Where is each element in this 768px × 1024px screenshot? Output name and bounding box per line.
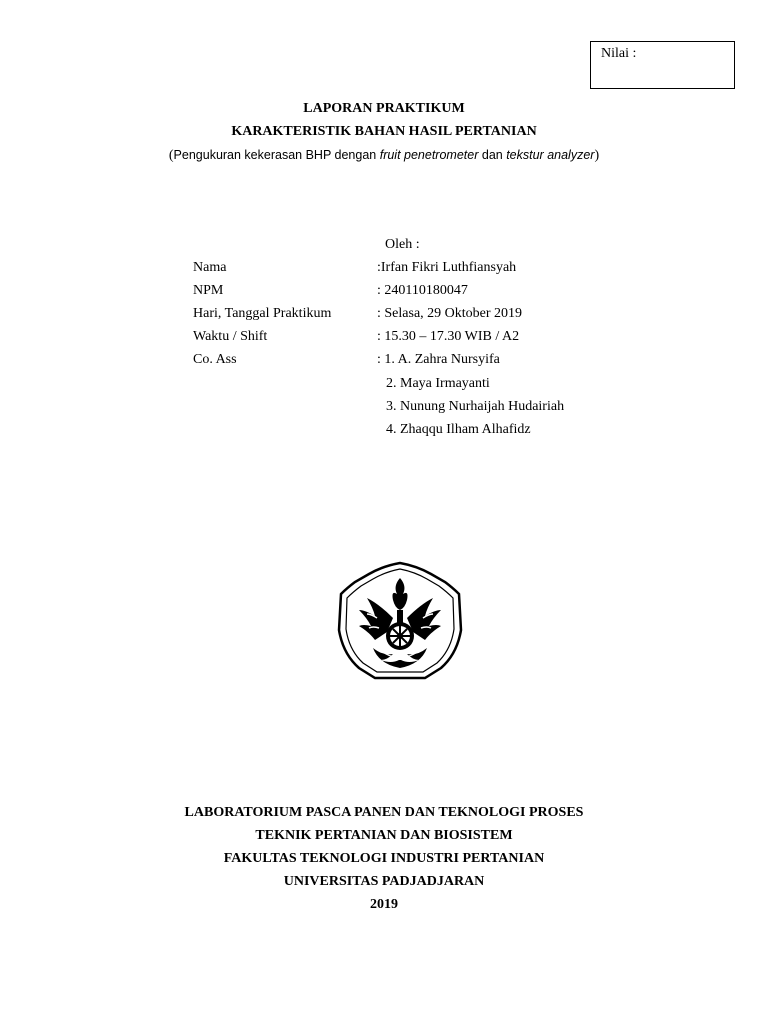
info-row-waktu (193, 329, 693, 349)
info-row-npm (193, 283, 693, 303)
report-subtitle: KARAKTERISTIK BAHAN HASIL PERTANIAN (231, 124, 537, 139)
nama-label: Nama (193, 260, 227, 275)
desc-italic-2: tekstur analyzer (506, 148, 595, 162)
coass-value-2: 2. Maya Irmayanti (386, 376, 490, 391)
nilai-box (590, 41, 735, 89)
coass-value-1: : 1. A. Zahra Nursyifa (377, 352, 500, 367)
coass-label: Co. Ass (193, 352, 237, 367)
waktu-label: Waktu / Shift (193, 329, 268, 344)
waktu-value: : 15.30 – 17.30 WIB / A2 (377, 329, 520, 344)
desc-open: ( (168, 148, 174, 163)
coass-value-4: 4. Zhaqqu Ilham Alhafidz (386, 422, 531, 437)
npm-value: : 240110180047 (377, 283, 468, 298)
info-row-nama (193, 260, 693, 280)
desc-mid: dan (478, 148, 507, 162)
footer-year: 2019 (370, 897, 398, 912)
report-description (0, 148, 768, 164)
tanggal-label: Hari, Tanggal Praktikum (193, 306, 332, 321)
coass-value-3: 3. Nunung Nurhaijah Hudairiah (386, 399, 565, 414)
info-row-coass (193, 352, 693, 372)
npm-label: NPM (193, 283, 224, 298)
university-emblem-icon (333, 560, 467, 682)
info-row-coass-2 (193, 376, 693, 396)
desc-close: ) (594, 148, 600, 163)
nilai-label: Nilai : (601, 46, 637, 61)
footer-program: TEKNIK PERTANIAN DAN BIOSISTEM (255, 828, 513, 843)
report-title: LAPORAN PRAKTIKUM (303, 101, 465, 116)
oleh-label: Oleh : (385, 237, 420, 252)
footer-university: UNIVERSITAS PADJADJARAN (283, 874, 485, 889)
footer-faculty: FAKULTAS TEKNOLOGI INDUSTRI PERTANIAN (223, 851, 545, 866)
tanggal-value: : Selasa, 29 Oktober 2019 (377, 306, 523, 321)
desc-text: Pengukuran kekerasan BHP dengan (173, 148, 380, 162)
info-row-coass-4 (193, 422, 693, 442)
desc-italic-1: fruit penetrometer (379, 148, 479, 162)
nama-value: :Irfan Fikri Luthfiansyah (377, 260, 517, 275)
info-row-coass-3 (193, 399, 693, 419)
footer-laboratorium: LABORATORIUM PASCA PANEN DAN TEKNOLOGI PROSES (184, 805, 584, 820)
info-row-tanggal (193, 306, 693, 326)
